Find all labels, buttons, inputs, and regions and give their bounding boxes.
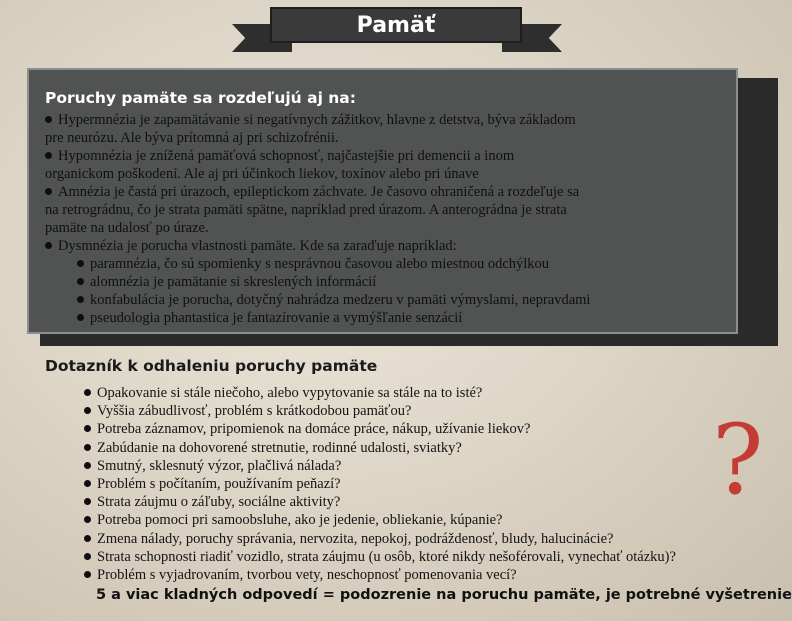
bullet-icon (77, 260, 84, 267)
bullet-icon (45, 152, 52, 159)
question-item: Opakovanie si stále niečoho, alebo vypytovanie sa stále na to isté? (84, 384, 676, 402)
bullet-icon (84, 498, 91, 505)
panel-line: Hypomnézia je znížená pamäťová schopnosť, najčastejšie pri demencii a inom (45, 147, 736, 165)
questionnaire-heading: Dotazník k odhaleniu poruchy pamäte (45, 357, 378, 375)
bullet-icon (84, 480, 91, 487)
bullet-icon (84, 535, 91, 542)
questionnaire-list (84, 384, 676, 584)
panel-line: organickom poškodení. Ale aj pri účinkoch liekov, toxínov alebo pri únave (45, 166, 479, 182)
bullet-icon (84, 444, 91, 451)
question-item: Strata schopnosti riadiť vozidlo, strata záujmu (u osôb, ktoré nikdy nešoférovali, vynechať otázku)? (84, 548, 676, 566)
panel-line: pamäte na udalosť po úraze. (45, 220, 209, 236)
conclusion-text: 5 a viac kladných odpovedí = podozrenie na poruchu pamäte, je potrebné vyšetrenie (96, 587, 792, 603)
question-item: Problém s vyjadrovaním, tvorbou vety, neschopnosť pomenovania vecí? (84, 566, 676, 584)
bullet-icon (84, 425, 91, 432)
bullet-icon (84, 571, 91, 578)
question-item: Zmena nálady, poruchy správania, nervozita, nepokoj, podráždenosť, bludy, halucinácie? (84, 530, 676, 548)
memory-disorders-panel (27, 68, 738, 334)
panel-heading: Poruchy pamäte sa rozdeľujú aj na: (45, 89, 356, 107)
bullet-icon (84, 407, 91, 414)
question-item: Problém s počítaním, používaním peňazí? (84, 475, 676, 493)
sub-item: pseudologia phantastica je fantazírovanie a vymýšľanie senzácií (45, 309, 736, 327)
panel-line: pre neurózu. Ale býva prítomná aj pri schizofrénii. (45, 130, 339, 146)
bullet-icon (77, 278, 84, 285)
bullet-icon (45, 116, 52, 123)
panel-line: Amnézia je častá pri úrazoch, epileptickom záchvate. Je časovo ohraničená a rozdeľuje sa (45, 183, 736, 201)
bullet-icon (84, 389, 91, 396)
sub-item: paramnézia, čo sú spomienky s nesprávnou časovou alebo miestnou odchýlkou (45, 255, 736, 273)
panel-line: Hypermnézia je zapamätávanie si negatívnych zážitkov, hlavne z detstva, býva základom (45, 111, 736, 129)
question-item: Strata záujmu o záľuby, sociálne aktivity? (84, 493, 676, 511)
sub-item: konfabulácia je porucha, dotyčný nahrádza medzeru v pamäti výmyslami, nepravdami (45, 291, 736, 309)
sub-item: alomnézia je pamätanie si skreslených informácií (45, 273, 736, 291)
bullet-icon (45, 188, 52, 195)
bullet-icon (45, 242, 52, 249)
question-item: Smutný, sklesnutý výzor, plačlivá nálada? (84, 457, 676, 475)
question-item: Vyššia zábudlivosť, problém s krátkodobou pamäťou? (84, 402, 676, 420)
question-mark-icon: ? (712, 404, 764, 516)
question-item: Potreba pomoci pri samoobsluhe, ako je jedenie, obliekanie, kúpanie? (84, 511, 676, 529)
bullet-icon (84, 553, 91, 560)
question-item: Potreba záznamov, pripomienok na domáce práce, nákup, užívanie liekov? (84, 420, 676, 438)
page-title: Pamäť (270, 7, 522, 43)
bullet-icon (77, 314, 84, 321)
panel-line: Dysmnézia je porucha vlastnosti pamäte. Kde sa zaraďuje napríklad: (45, 237, 736, 255)
panel-body (45, 111, 736, 327)
bullet-icon (84, 516, 91, 523)
question-item: Zabúdanie na dohovorené stretnutie, rodinné udalosti, sviatky? (84, 439, 676, 457)
title-ribbon (232, 4, 562, 58)
panel-line: na retrográdnu, čo je strata pamäti spätne, napríklad pred úrazom. A anterográdna je strata (45, 202, 567, 218)
bullet-icon (77, 296, 84, 303)
bullet-icon (84, 462, 91, 469)
